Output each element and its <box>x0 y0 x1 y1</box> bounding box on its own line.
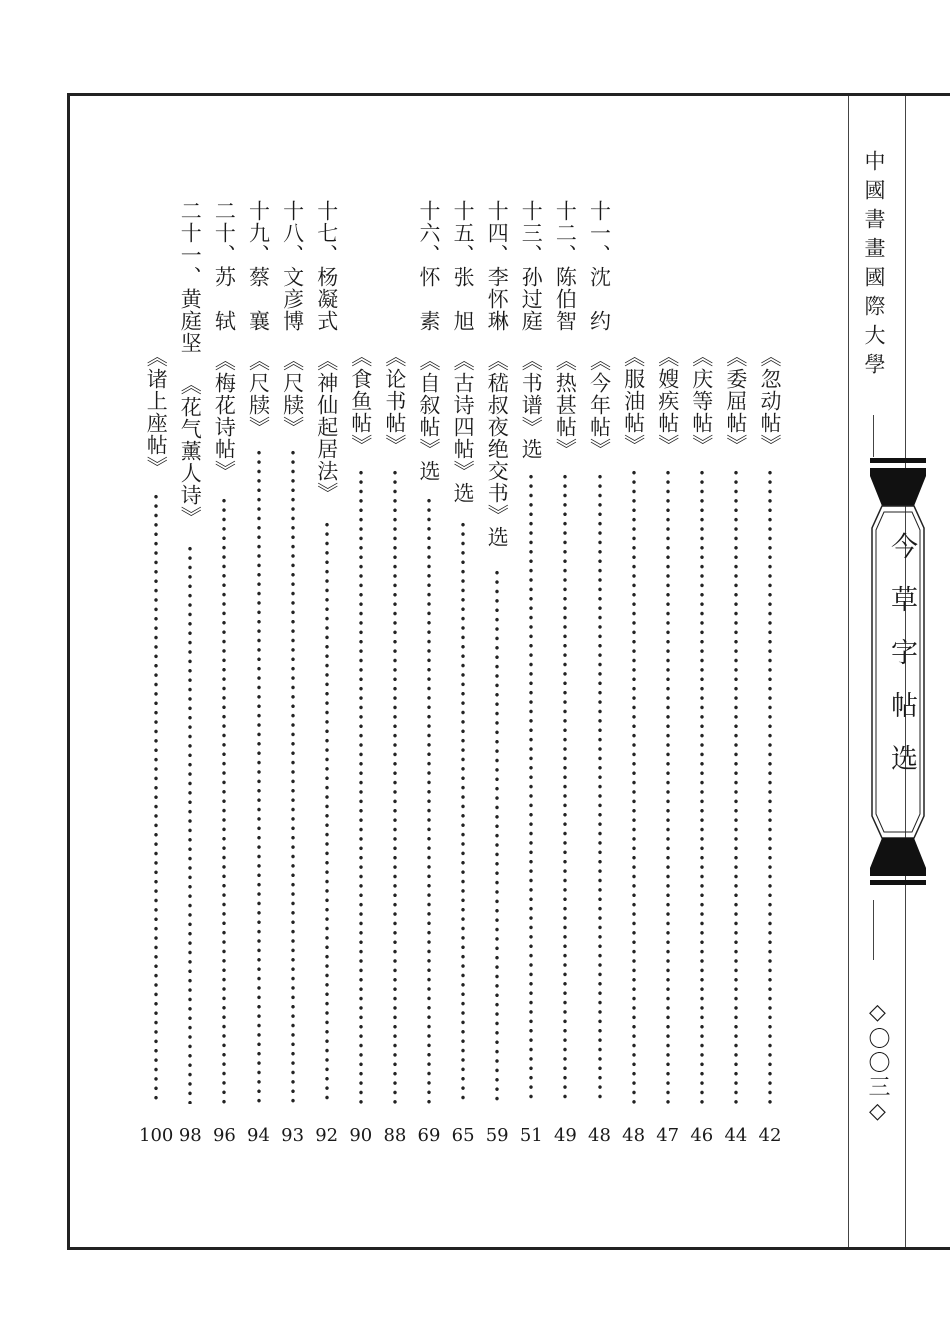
toc-leader-dots <box>563 472 567 1104</box>
toc-entry-author: 二十一、黄庭坚 <box>178 200 203 354</box>
toc-entry-title: 《嵇叔夜绝交书》选 <box>485 350 510 548</box>
toc-entry-author: 二十、苏 轼 <box>212 200 237 332</box>
toc-page-number: 98 <box>178 1125 202 1146</box>
toc-entry-title: 《忽动帖》 <box>758 346 782 456</box>
toc-page-number: 49 <box>553 1125 577 1146</box>
toc-leader-dots <box>495 568 499 1104</box>
toc-leader-dots <box>257 448 261 1104</box>
toc-leader-dots <box>632 468 636 1104</box>
toc-entry-author: 十九、蔡 襄 <box>246 200 271 332</box>
spine-rule-top <box>873 415 874 457</box>
toc-entry-title: 《论书帖》 <box>382 346 407 456</box>
toc-page-number: 96 <box>212 1125 236 1146</box>
toc-leader-dots <box>734 468 738 1104</box>
toc-page-number: 65 <box>451 1125 475 1146</box>
toc-entry-title: 《嫂疾帖》 <box>655 346 680 456</box>
toc-page-number: 46 <box>690 1125 714 1146</box>
toc-entry-title: 《尺牍》 <box>246 350 271 438</box>
toc-leader-dots <box>598 472 602 1104</box>
toc-entry-title: 《尺牍》 <box>280 350 305 438</box>
toc-entry-title: 《花气薰人诗》 <box>178 374 203 528</box>
spine-divider-left <box>848 96 849 1247</box>
toc-entry-title: 《热甚帖》 <box>553 350 578 460</box>
toc-entry-title: 《书谱》选 <box>519 350 544 460</box>
toc-page-number: 69 <box>417 1125 441 1146</box>
toc-entry-author: 十三、孙过庭 <box>519 200 544 332</box>
book-title: 今草字帖选 <box>886 532 917 797</box>
toc-entry-title: 《梅花诗帖》 <box>212 350 237 482</box>
toc-leader-dots <box>188 544 192 1104</box>
toc-leader-dots <box>461 520 465 1104</box>
toc-entry-author: 十二、陈伯智 <box>553 200 578 332</box>
toc-leader-dots <box>222 496 226 1104</box>
toc-page-number: 94 <box>247 1125 270 1146</box>
toc-leader-dots <box>427 496 431 1104</box>
toc-entry-title: 《庆等帖》 <box>689 346 714 456</box>
toc-page-number: 93 <box>281 1125 305 1146</box>
toc-page-number: 90 <box>349 1125 373 1146</box>
toc-page-number: 51 <box>519 1125 543 1146</box>
toc-entry-title: 《自叙帖》选 <box>417 350 441 482</box>
toc-leader-dots <box>359 468 363 1104</box>
toc-leader-dots <box>325 520 329 1104</box>
toc-entry-title: 《食鱼帖》 <box>348 346 373 456</box>
toc-page-number: 88 <box>383 1125 407 1146</box>
spine-rule-bottom <box>873 900 874 960</box>
toc-entry-author: 十六、怀 素 <box>417 200 441 332</box>
toc-entry-title: 《委屈帖》 <box>723 346 748 456</box>
toc-entry-title: 《服油帖》 <box>621 346 646 456</box>
toc-page-number: 48 <box>622 1125 646 1146</box>
toc-entry-title: 《今年帖》 <box>587 350 612 460</box>
toc-page-number: 42 <box>758 1125 782 1146</box>
toc-leader-dots <box>154 492 158 1104</box>
toc-page-number: 44 <box>724 1125 748 1146</box>
series-title: 中國書畫國際大學 <box>862 150 886 382</box>
page-number: ◇〇〇三◇ <box>865 1000 890 1126</box>
toc-entry-title: 《神仙起居法》 <box>314 350 339 504</box>
toc-leader-dots <box>700 468 704 1104</box>
toc-leader-dots <box>393 468 397 1104</box>
toc-page-number: 48 <box>588 1125 611 1146</box>
toc-leader-dots <box>666 468 670 1104</box>
toc-entry-author: 十八、文彦博 <box>280 200 305 332</box>
toc-leader-dots <box>291 448 295 1104</box>
toc-page-number: 47 <box>656 1125 680 1146</box>
toc-entry-title: 《古诗四帖》选 <box>451 350 476 504</box>
toc-leader-dots <box>768 468 772 1104</box>
toc-entry-author: 十五、张 旭 <box>451 200 476 332</box>
toc-page-number: 59 <box>485 1125 509 1146</box>
toc-entry-author: 十七、杨凝式 <box>314 200 339 332</box>
toc-entry-author: 十四、李怀琳 <box>485 200 510 332</box>
toc-page-number: 92 <box>315 1125 339 1146</box>
toc-entry-author: 十一、沈 约 <box>587 200 612 332</box>
toc-page-number: 100 <box>139 1125 174 1146</box>
toc-leader-dots <box>529 472 533 1104</box>
toc-entry-title: 《诸上座帖》 <box>144 346 169 478</box>
